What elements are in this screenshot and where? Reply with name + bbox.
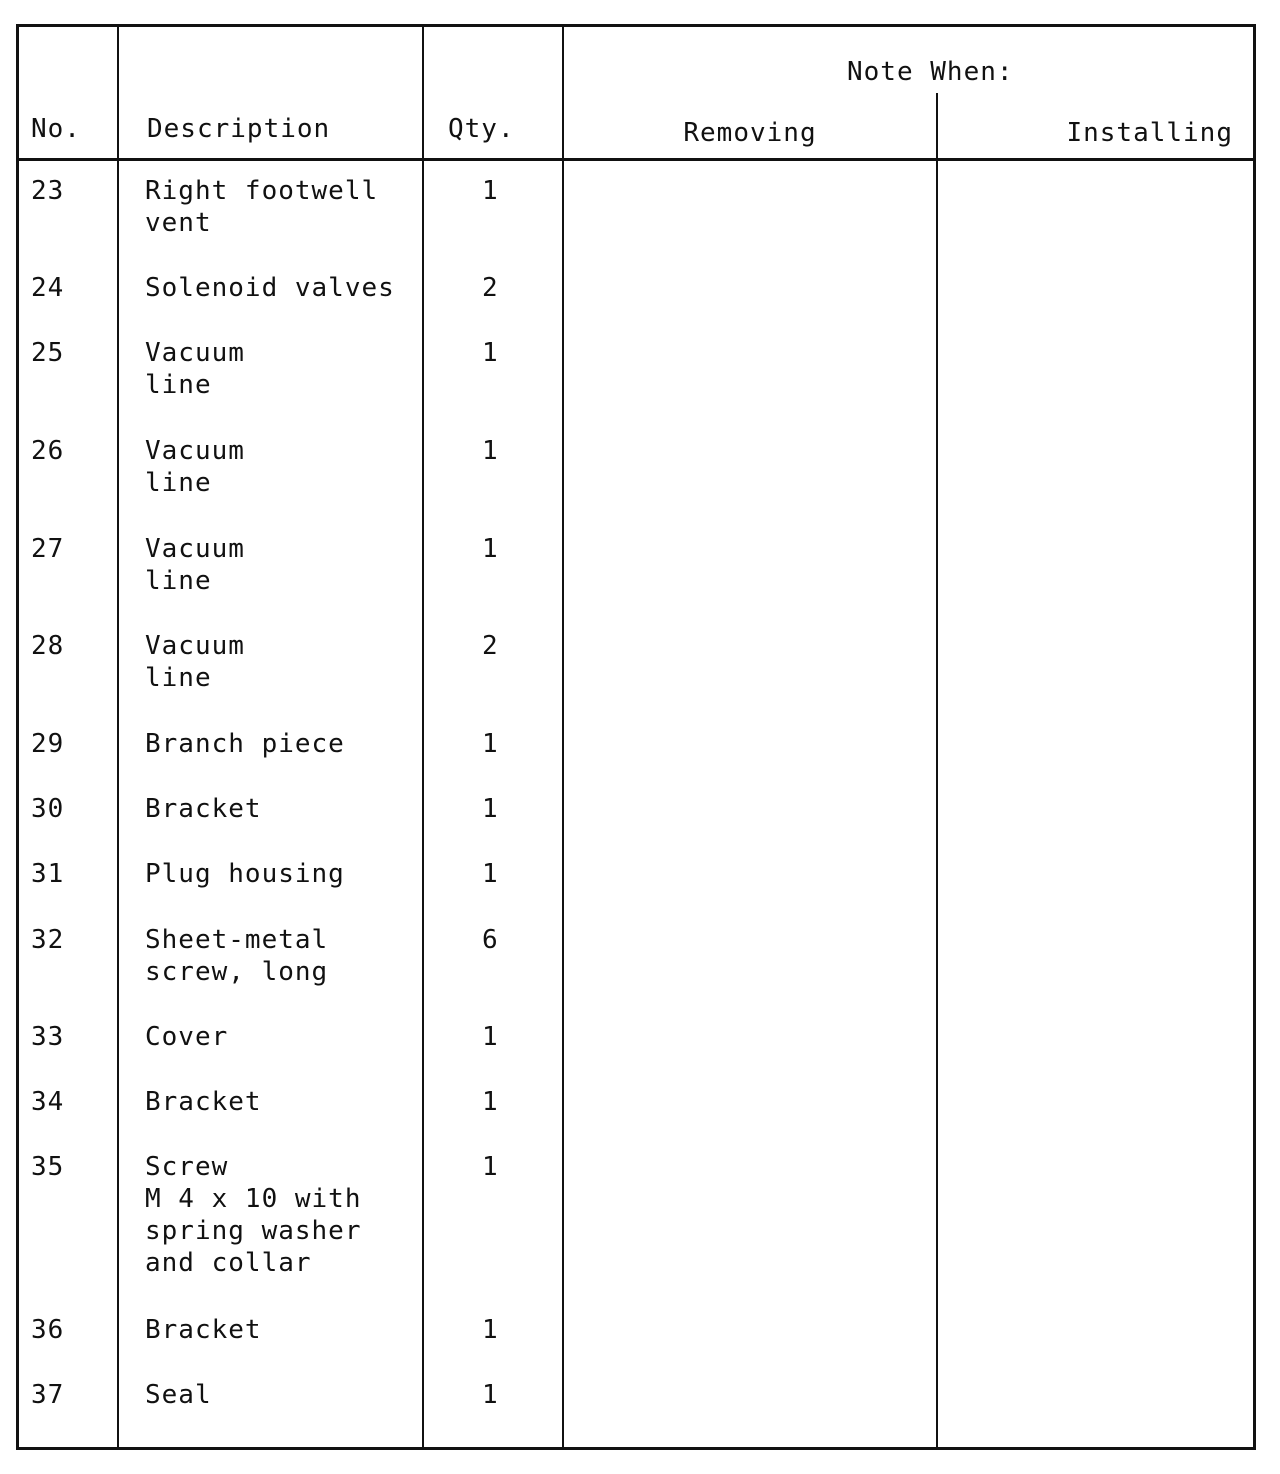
cell-description: Right footwell vent bbox=[118, 159, 423, 258]
cell-qty: 1 bbox=[423, 421, 563, 519]
cell-description: Plug housing bbox=[118, 844, 423, 909]
cell-qty: 1 bbox=[423, 519, 563, 617]
cell-description: Vacuum line bbox=[118, 323, 423, 421]
cell-no: 28 bbox=[19, 616, 118, 714]
cell-installing bbox=[937, 910, 1253, 1008]
cell-qty: 6 bbox=[423, 910, 563, 1008]
cell-installing bbox=[937, 714, 1253, 779]
cell-no: 24 bbox=[19, 258, 118, 323]
cell-installing bbox=[937, 421, 1253, 519]
cell-no: 32 bbox=[19, 910, 118, 1008]
cell-description: Vacuum line bbox=[118, 421, 423, 519]
cell-no: 26 bbox=[19, 421, 118, 519]
cell-installing bbox=[937, 844, 1253, 909]
table-row bbox=[19, 159, 1253, 258]
cell-installing bbox=[937, 258, 1253, 323]
cell-removing bbox=[563, 1072, 937, 1137]
header-no: No. bbox=[19, 27, 118, 159]
header-installing: Installing bbox=[937, 93, 1253, 159]
cell-description: Vacuum line bbox=[118, 519, 423, 617]
cell-installing bbox=[937, 1300, 1253, 1365]
table-row bbox=[19, 1300, 1253, 1365]
parts-table bbox=[19, 27, 1253, 1447]
cell-description: Bracket bbox=[118, 1300, 423, 1365]
cell-installing bbox=[937, 1007, 1253, 1072]
cell-qty: 2 bbox=[423, 616, 563, 714]
cell-installing bbox=[937, 159, 1253, 258]
cell-no: 37 bbox=[19, 1365, 118, 1447]
table-row bbox=[19, 258, 1253, 323]
cell-qty: 1 bbox=[423, 323, 563, 421]
table-row bbox=[19, 779, 1253, 844]
cell-removing bbox=[563, 323, 937, 421]
table-row bbox=[19, 844, 1253, 909]
cell-removing bbox=[563, 258, 937, 323]
cell-removing bbox=[563, 159, 937, 258]
cell-qty: 1 bbox=[423, 1072, 563, 1137]
table-row bbox=[19, 1365, 1253, 1447]
cell-no: 35 bbox=[19, 1137, 118, 1300]
parts-table-frame bbox=[16, 24, 1256, 1450]
cell-no: 27 bbox=[19, 519, 118, 617]
cell-description: Sheet-metal screw, long bbox=[118, 910, 423, 1008]
cell-description: Screw M 4 x 10 with spring washer and collar bbox=[118, 1137, 423, 1300]
cell-removing bbox=[563, 844, 937, 909]
cell-no: 34 bbox=[19, 1072, 118, 1137]
table-row bbox=[19, 1137, 1253, 1300]
cell-qty: 1 bbox=[423, 1007, 563, 1072]
table-row bbox=[19, 421, 1253, 519]
cell-installing bbox=[937, 323, 1253, 421]
cell-installing bbox=[937, 779, 1253, 844]
cell-removing bbox=[563, 910, 937, 1008]
cell-installing bbox=[937, 519, 1253, 617]
cell-description: Seal bbox=[118, 1365, 423, 1447]
cell-description: Cover bbox=[118, 1007, 423, 1072]
cell-removing bbox=[563, 1365, 937, 1447]
header-note-when: Note When: bbox=[847, 57, 1014, 87]
cell-removing bbox=[563, 1007, 937, 1072]
cell-no: 33 bbox=[19, 1007, 118, 1072]
table-row bbox=[19, 1007, 1253, 1072]
cell-description: Vacuum line bbox=[118, 616, 423, 714]
cell-qty: 1 bbox=[423, 1137, 563, 1300]
cell-removing bbox=[563, 616, 937, 714]
cell-qty: 1 bbox=[423, 159, 563, 258]
cell-qty: 2 bbox=[423, 258, 563, 323]
cell-description: Branch piece bbox=[118, 714, 423, 779]
cell-no: 31 bbox=[19, 844, 118, 909]
cell-qty: 1 bbox=[423, 844, 563, 909]
cell-qty: 1 bbox=[423, 714, 563, 779]
table-row bbox=[19, 1072, 1253, 1137]
header-qty: Qty. bbox=[423, 27, 563, 159]
cell-no: 23 bbox=[19, 159, 118, 258]
cell-removing bbox=[563, 1137, 937, 1300]
cell-removing bbox=[563, 519, 937, 617]
cell-qty: 1 bbox=[423, 1365, 563, 1447]
table-row bbox=[19, 616, 1253, 714]
cell-qty: 1 bbox=[423, 1300, 563, 1365]
cell-no: 36 bbox=[19, 1300, 118, 1365]
table-row bbox=[19, 910, 1253, 1008]
table-row bbox=[19, 323, 1253, 421]
cell-removing bbox=[563, 714, 937, 779]
cell-installing bbox=[937, 1137, 1253, 1300]
cell-removing bbox=[563, 421, 937, 519]
cell-description: Bracket bbox=[118, 1072, 423, 1137]
cell-installing bbox=[937, 1072, 1253, 1137]
cell-removing bbox=[563, 1300, 937, 1365]
cell-qty: 1 bbox=[423, 779, 563, 844]
header-description: Description bbox=[118, 27, 423, 159]
cell-description: Bracket bbox=[118, 779, 423, 844]
cell-no: 29 bbox=[19, 714, 118, 779]
cell-no: 30 bbox=[19, 779, 118, 844]
cell-installing bbox=[937, 616, 1253, 714]
header-removing: Removing bbox=[563, 93, 937, 159]
table-row bbox=[19, 714, 1253, 779]
cell-no: 25 bbox=[19, 323, 118, 421]
cell-installing bbox=[937, 1365, 1253, 1447]
cell-description: Solenoid valves bbox=[118, 258, 423, 323]
cell-removing bbox=[563, 779, 937, 844]
table-row bbox=[19, 519, 1253, 617]
